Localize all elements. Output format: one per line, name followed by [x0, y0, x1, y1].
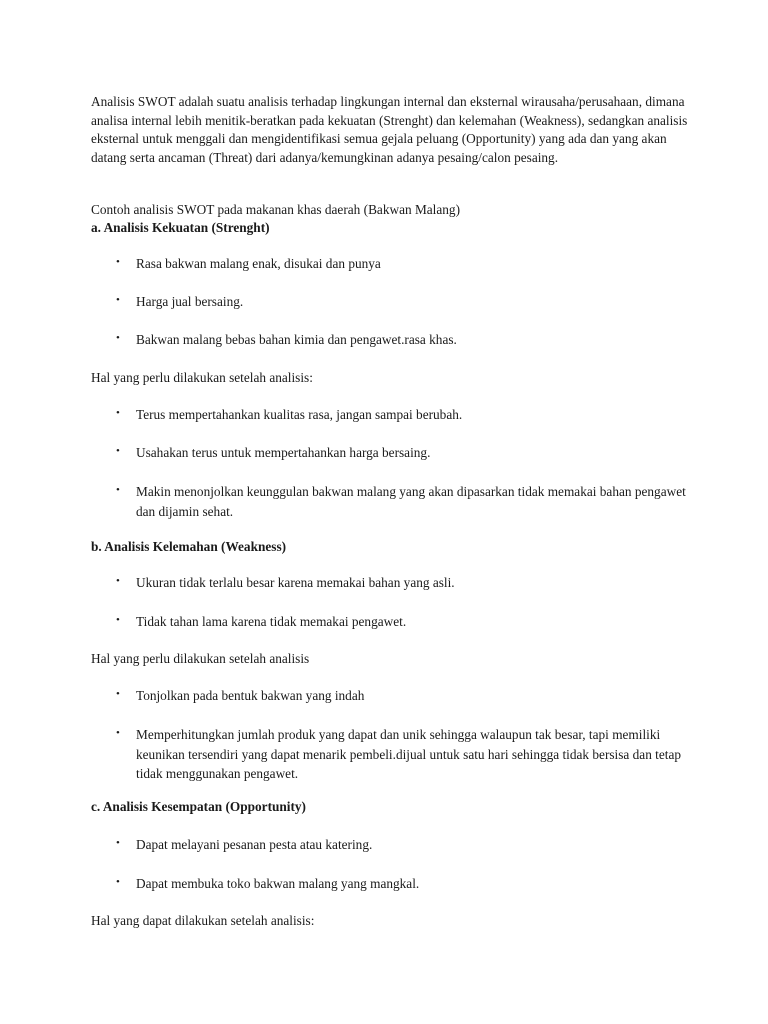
bullet-icon: • — [116, 332, 120, 344]
list-item — [116, 686, 686, 706]
list-item — [116, 874, 686, 894]
list-item — [116, 443, 686, 463]
section-a-heading: a. Analisis Kekuatan (Strenght) — [91, 220, 270, 235]
list-item-text: Dapat membuka toko bakwan malang yang mangkal. — [136, 876, 420, 891]
list-item — [116, 612, 686, 632]
list-item-text: Memperhitungkan jumlah produk yang dapat dan unik sehingga walaupun tak besar, tapi memiliki keunikan tersendiri yang dapat menarik pembeli.dijual untuk satu hari sehingga tidak bersisa dan tetap tidak menggunakan pengawet. — [136, 727, 682, 781]
bullet-icon: • — [116, 688, 120, 700]
document-page — [91, 93, 691, 928]
list-item-text: Rasa bakwan malang enak, disukai dan punya — [136, 256, 381, 271]
list-item-text: Makin menonjolkan keunggulan bakwan malang yang akan dipasarkan tidak memakai bahan pengawet dan dijamin sehat. — [136, 484, 686, 519]
list-item-text: Bakwan malang bebas bahan kimia dan pengawet.rasa khas. — [136, 332, 457, 347]
bullet-icon: • — [116, 614, 120, 626]
list-item — [116, 254, 686, 274]
list-item-text: Dapat melayani pesanan pesta atau katering. — [136, 837, 373, 852]
list-item — [116, 725, 686, 784]
list-item — [116, 292, 686, 312]
intro-paragraph: Analisis SWOT adalah suatu analisis terhadap lingkungan internal dan eksternal wirausaha/perusahaan, dimana analisa internal lebih menitik-beratkan pada kekuatan (Strenght) dan kelemahan (Weakness), sedangkan analisis eksternal untuk menggali dan mengidentifikasi semua gejala peluang (Opportunity) yang ada dan yang akan datang serta ancaman (Threat) dari adanya/kemungkinan adanya pesaing/calon pesaing. — [91, 94, 688, 165]
bullet-icon: • — [116, 407, 120, 419]
bullet-icon: • — [116, 256, 120, 268]
list-item — [116, 835, 686, 855]
list-item-text: Ukuran tidak terlalu besar karena memakai bahan yang asli. — [136, 575, 455, 590]
list-item-text: Terus mempertahankan kualitas rasa, jangan sampai berubah. — [136, 407, 463, 422]
list-item — [116, 330, 686, 350]
list-item-text: Tonjolkan pada bentuk bakwan yang indah — [136, 688, 365, 703]
list-item — [116, 482, 686, 521]
section-c-heading: c. Analisis Kesempatan (Opportunity) — [91, 799, 306, 814]
section-b-after-label: Hal yang perlu dilakukan setelah analisis — [91, 651, 310, 666]
section-a-after-label: Hal yang perlu dilakukan setelah analisis: — [91, 370, 313, 385]
bullet-icon: • — [116, 727, 120, 739]
section-b-heading: b. Analisis Kelemahan (Weakness) — [91, 539, 287, 554]
bullet-icon: • — [116, 294, 120, 306]
list-item-text: Harga jual bersaing. — [136, 294, 244, 309]
list-item — [116, 573, 686, 593]
list-item-text: Tidak tahan lama karena tidak memakai pengawet. — [136, 614, 407, 629]
example-intro: Contoh analisis SWOT pada makanan khas daerah (Bakwan Malang) — [91, 202, 461, 217]
bullet-icon: • — [116, 837, 120, 849]
list-item — [116, 405, 686, 425]
bullet-icon: • — [116, 445, 120, 457]
bullet-icon: • — [116, 876, 120, 888]
bullet-icon: • — [116, 484, 120, 496]
section-c-after-label: Hal yang dapat dilakukan setelah analisis: — [91, 913, 315, 928]
list-item-text: Usahakan terus untuk mempertahankan harga bersaing. — [136, 445, 431, 460]
bullet-icon: • — [116, 575, 120, 587]
